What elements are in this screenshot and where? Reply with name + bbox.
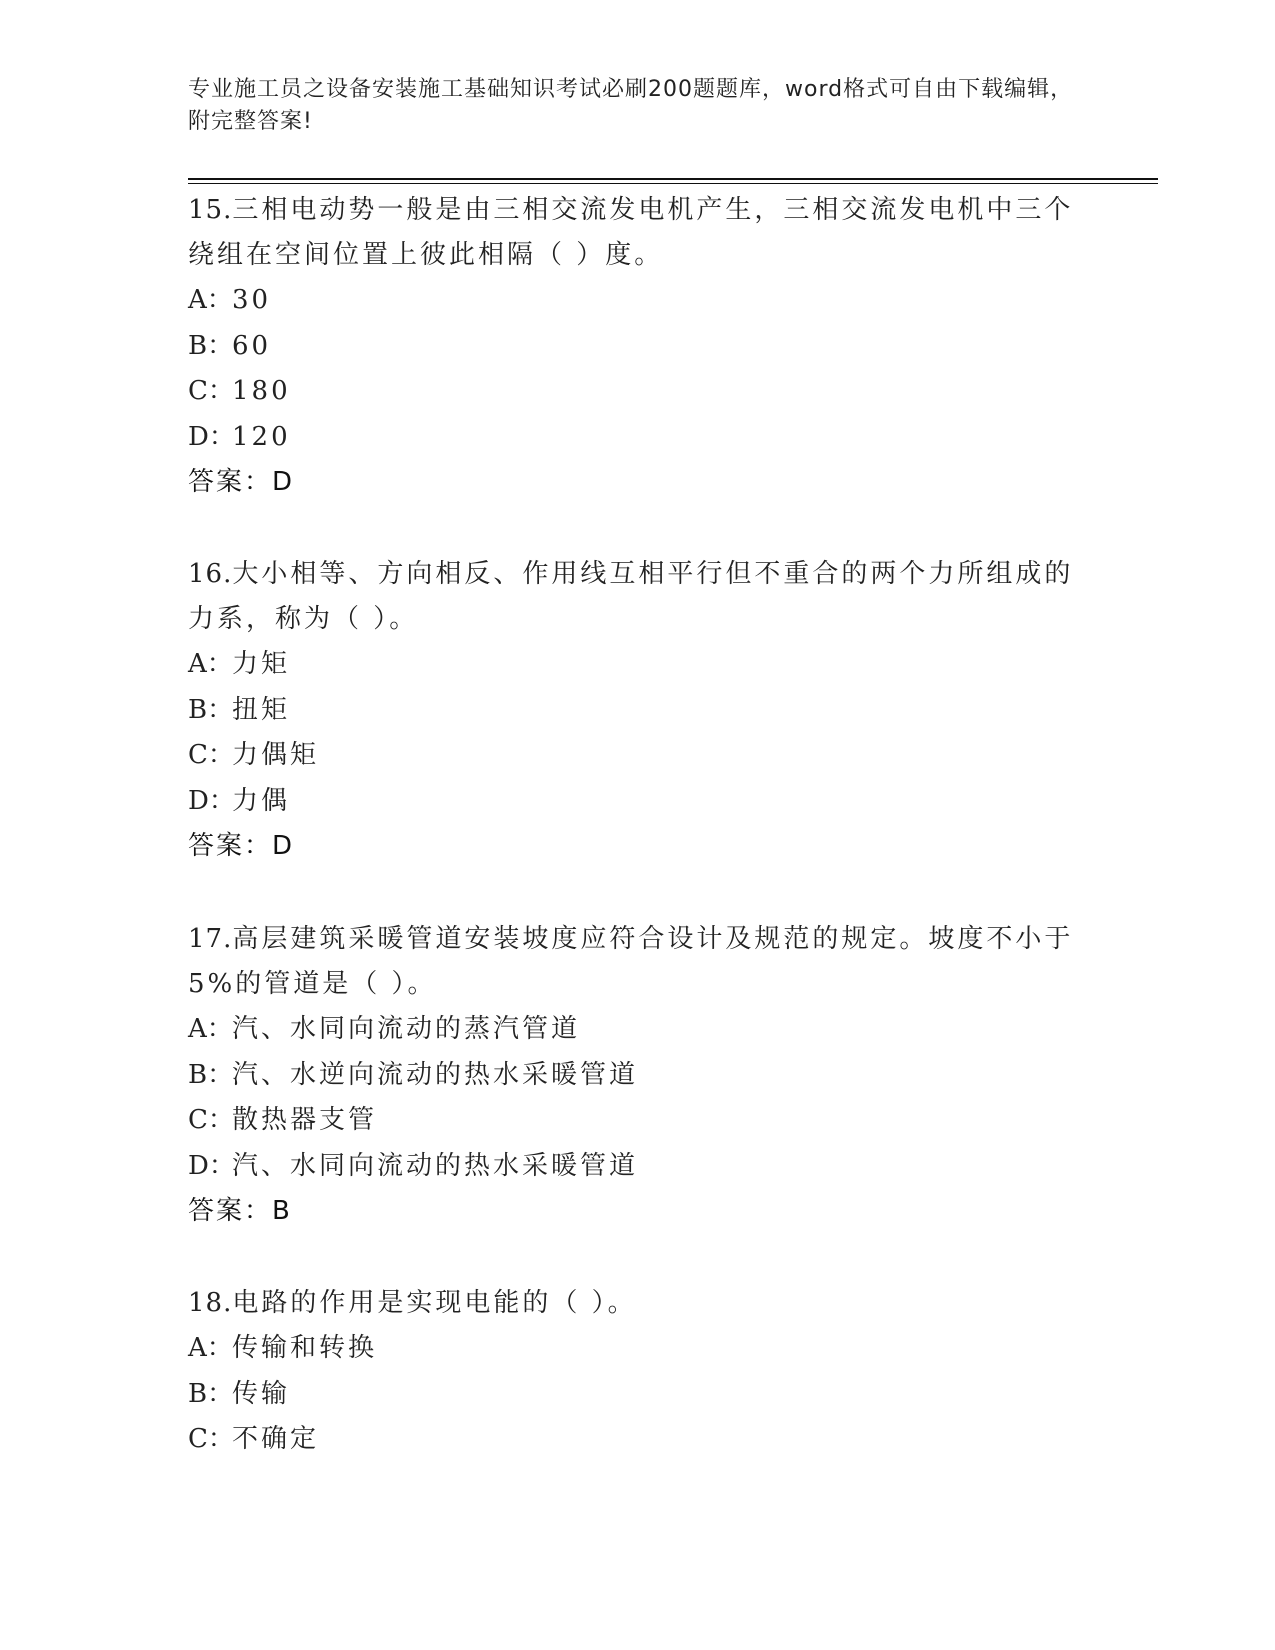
option-label: C： — [188, 1424, 234, 1454]
option-c — [188, 1417, 1088, 1463]
option-text: 60 — [232, 330, 272, 361]
option-label: C： — [188, 740, 234, 770]
option-label: B： — [188, 1378, 234, 1409]
question-text: 高层建筑采暖管道安装坡度应符合设计及规范的规定。坡度不小于5%的管道是（ ）。 — [188, 924, 1074, 999]
option-label: A： — [188, 285, 233, 315]
option-c — [188, 1098, 1088, 1144]
option-d — [188, 1144, 1088, 1190]
option-d — [188, 779, 1088, 825]
option-c — [188, 733, 1088, 779]
option-c — [188, 369, 1088, 415]
option-text: 散热器支管 — [232, 1105, 378, 1135]
option-text: 汽、水同向流动的热水采暖管道 — [232, 1150, 639, 1181]
option-a — [188, 1326, 1088, 1372]
header-divider-thick — [188, 178, 1158, 180]
option-text: 扭矩 — [232, 694, 291, 725]
question-stem — [188, 552, 1088, 642]
option-text: 汽、水同向流动的蒸汽管道 — [232, 1014, 581, 1044]
document-header — [188, 74, 1088, 138]
question-16 — [188, 552, 1088, 868]
option-b — [188, 1372, 1088, 1418]
option-d — [188, 415, 1088, 461]
question-text: 电路的作用是实现电能的（ ）。 — [232, 1288, 637, 1318]
header-text: 专业施工员之设备安装施工基础知识考试必刷200题题库，word格式可自由下载编辑，附完整答案! — [188, 77, 1074, 134]
option-b — [188, 1053, 1088, 1099]
option-label: D： — [188, 1150, 235, 1181]
option-label: A： — [188, 649, 233, 679]
option-label: B： — [188, 330, 234, 361]
option-label: B： — [188, 1059, 234, 1090]
option-text: 汽、水逆向流动的热水采暖管道 — [232, 1059, 639, 1090]
option-a — [188, 1007, 1088, 1053]
header-divider-thin — [188, 183, 1158, 184]
option-text: 传输 — [232, 1378, 291, 1409]
option-b — [188, 324, 1088, 370]
question-number: 16. — [188, 559, 233, 589]
question-number: 15. — [188, 195, 233, 225]
answer-line: 答案：B — [188, 1196, 292, 1226]
option-text: 力矩 — [232, 649, 291, 679]
option-a — [188, 278, 1088, 324]
question-number: 17. — [188, 924, 233, 954]
option-text: 力偶矩 — [232, 740, 320, 770]
option-text: 120 — [232, 421, 291, 452]
option-label: A： — [188, 1014, 233, 1044]
option-text: 30 — [232, 285, 272, 315]
option-label: C： — [188, 1105, 234, 1135]
question-text: 三相电动势一般是由三相交流发电机产生，三相交流发电机中三个绕组在空间位置上彼此相隔（ ）度。 — [188, 195, 1074, 270]
question-15 — [188, 188, 1088, 504]
option-text: 力偶 — [232, 785, 291, 816]
option-b — [188, 688, 1088, 734]
option-a — [188, 642, 1088, 688]
option-text: 不确定 — [232, 1424, 320, 1454]
option-label: D： — [188, 785, 235, 816]
question-stem — [188, 1281, 1088, 1326]
answer-line: 答案：D — [188, 467, 295, 497]
option-label: B： — [188, 694, 234, 725]
option-label: D： — [188, 421, 235, 452]
question-stem — [188, 917, 1088, 1007]
question-stem — [188, 188, 1088, 278]
question-text: 大小相等、方向相反、作用线互相平行但不重合的两个力所组成的力系，称为（ ）。 — [188, 559, 1074, 634]
option-text: 180 — [232, 376, 291, 406]
question-18 — [188, 1281, 1088, 1463]
question-17 — [188, 917, 1088, 1233]
answer-line: 答案：D — [188, 831, 295, 861]
option-text: 传输和转换 — [232, 1333, 378, 1363]
option-label: C： — [188, 376, 234, 406]
question-number: 18. — [188, 1288, 233, 1318]
option-label: A： — [188, 1333, 233, 1363]
